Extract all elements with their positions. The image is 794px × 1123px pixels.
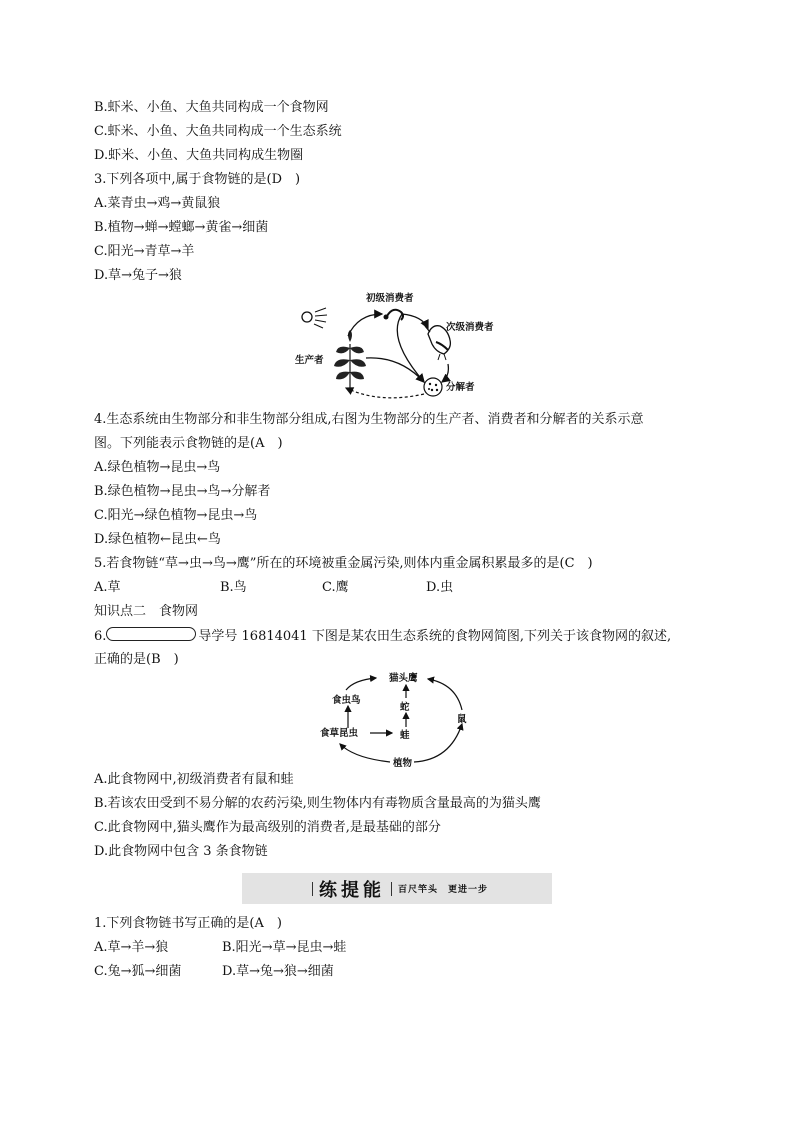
section-title: 知识点二 食物网 (94, 604, 199, 619)
p1-option-b: B.阳光→草→昆虫→蛙 (222, 940, 347, 955)
label-secondary-consumer: 次级消费者 (446, 322, 494, 333)
p1-option-d: D.草→兔→狼→细菌 (222, 964, 334, 979)
arrow-secondary-to-decomposer (442, 364, 448, 382)
p1-option-a: A.草→羊→狼 (94, 940, 169, 955)
label-primary-consumer: 初级消费者 (366, 293, 414, 304)
label-owl: 猫头鹰 (389, 673, 418, 684)
sun-icon (302, 308, 327, 328)
q2-option-b: B.虾米、小鱼、大鱼共同构成一个食物网 (94, 100, 329, 115)
q3-option-d: D.草→兔子→狼 (94, 268, 182, 283)
label-producer: 生产者 (295, 355, 324, 366)
q2-option-d: D.虾米、小鱼、大鱼共同构成生物圈 (94, 148, 304, 163)
q6-stem-line1 (94, 627, 671, 646)
q6-option-d: D.此食物网中包含 3 条食物链 (94, 844, 268, 859)
q6-option-c: C.此食物网中,猫头鹰作为最高级别的消费者,是最基础的部分 (94, 820, 441, 835)
label-herbivorous-insect: 食草昆虫 (320, 728, 359, 739)
section-banner (242, 873, 552, 904)
q2-option-c: C.虾米、小鱼、大鱼共同构成一个生态系统 (94, 124, 342, 139)
q5-option-a: A.草 (94, 580, 121, 595)
food-web-diagram (316, 670, 486, 770)
label-snake: 蛇 (400, 702, 410, 713)
q4-stem-line1: 4.生态系统由生物部分和非生物部分组成,右图为生物部分的生产者、消费者和分解者的关系示意 (94, 412, 644, 427)
label-plant: 植物 (393, 758, 413, 769)
arrow-plant-to-mouse (414, 724, 462, 762)
divider (391, 882, 392, 896)
arrow-primary-to-decomposer (397, 314, 424, 382)
q4-option-d: D.绿色植物←昆虫←鸟 (94, 532, 221, 547)
q5-stem: 5.若食物链“草→虫→鸟→鹰”所在的环境被重金属污染,则体内重金属积累最多的是(C ) (94, 556, 593, 571)
banner-subtitle: 百尺竿头 更进一步 (397, 885, 488, 895)
q4-option-c: C.阳光→绿色植物→昆虫→鸟 (94, 508, 258, 523)
label-decomposer: 分解者 (446, 382, 475, 393)
arrow-mouse-to-owl (428, 679, 462, 710)
q6-option-a: A.此食物网中,初级消费者有鼠和蛙 (94, 772, 294, 787)
p1-option-c: C.兔→狐→细菌 (94, 964, 182, 979)
banner-title: 练提能 (318, 879, 385, 901)
plant-icon (334, 330, 366, 391)
label-frog: 蛙 (400, 730, 410, 741)
label-mouse: 鼠 (457, 714, 467, 725)
q6-stem-line2: 正确的是(B ) (94, 652, 179, 667)
arrow-plant-to-insect (340, 744, 390, 762)
q3-option-a: A.菜青虫→鸡→黄鼠狼 (94, 196, 221, 211)
arrow-decomposer-to-producer (346, 388, 424, 398)
ecosystem-relationship-diagram (290, 286, 515, 406)
rounded-blank-box (106, 627, 196, 641)
q5-option-b: B.鸟 (220, 580, 247, 595)
q3-option-c: C.阳光→青草→羊 (94, 244, 195, 259)
arrow-producer-to-primary (348, 314, 382, 336)
q6-option-b: B.若该农田受到不易分解的农药污染,则生物体内有毒物质含量最高的为猫头鹰 (94, 796, 541, 811)
q4-stem-line2: 图。下列能表示食物链的是(A ) (94, 436, 283, 451)
arrow-primary-to-secondary (402, 314, 428, 328)
q6-number: 6. (94, 629, 107, 644)
q5-option-d: D.虫 (426, 580, 454, 595)
divider (312, 882, 313, 896)
decomposer-icon (424, 378, 442, 396)
p1-stem: 1.下列食物链书写正确的是(A ) (94, 916, 282, 931)
q3-stem: 3.下列各项中,属于食物链的是(D ) (94, 172, 301, 187)
q4-option-b: B.绿色植物→昆虫→鸟→分解者 (94, 484, 271, 499)
q4-option-a: A.绿色植物→昆虫→鸟 (94, 460, 221, 475)
arrow-producer-to-decomposer (366, 358, 424, 382)
q6-stem-text: 导学号 16814041 下图是某农田生态系统的食物网简图,下列关于该食物网的叙述, (198, 629, 672, 644)
label-insectivorous-bird: 食虫鸟 (332, 695, 361, 706)
arrow-bird-to-owl (346, 678, 376, 690)
q3-option-b: B.植物→蝉→螳螂→黄雀→细菌 (94, 220, 269, 235)
q5-option-c: C.鹰 (322, 580, 349, 595)
